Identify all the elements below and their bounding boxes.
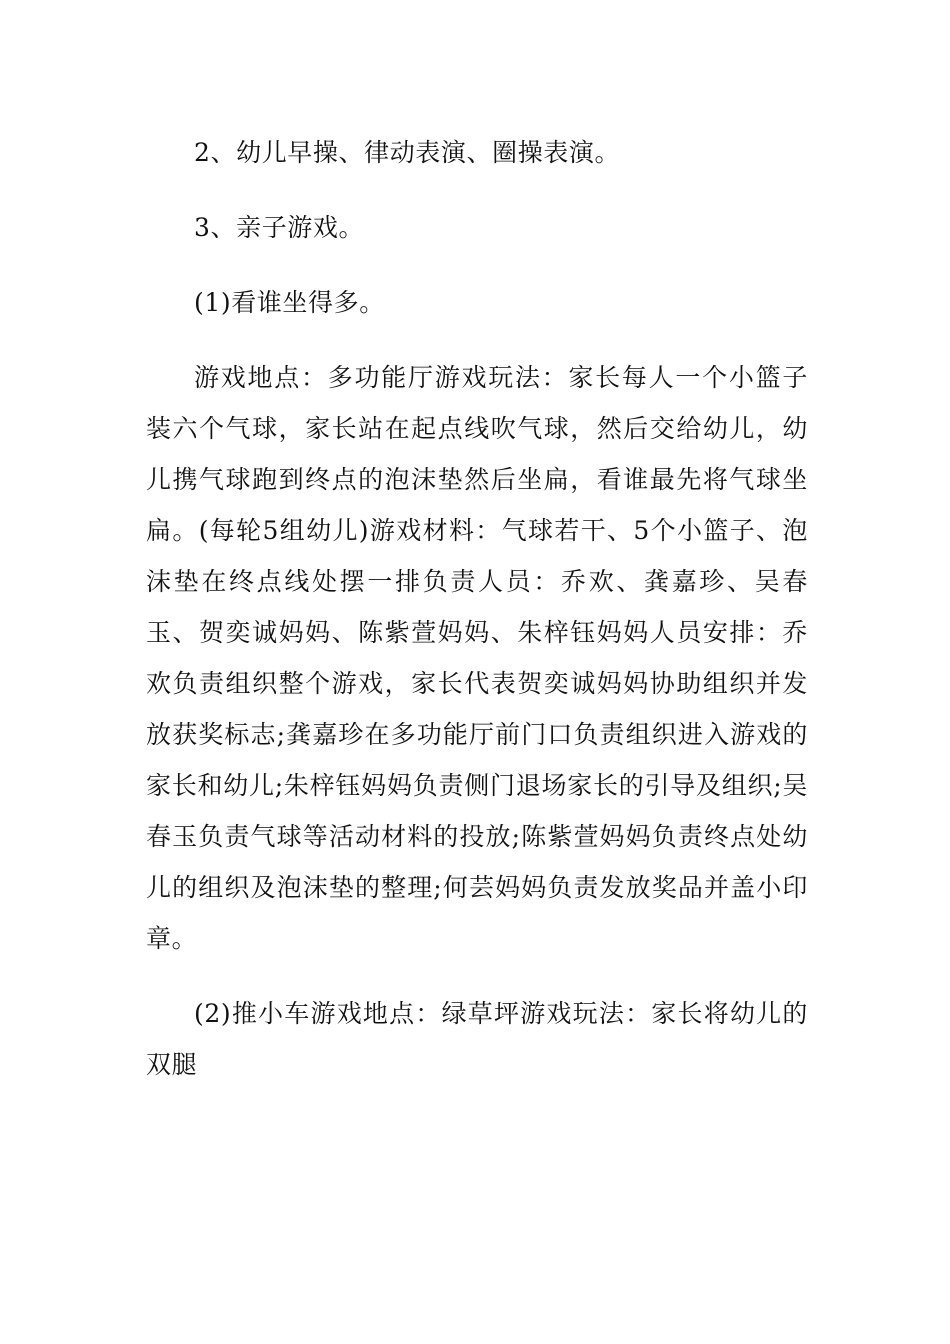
paragraph-item-2: 2、幼儿早操、律动表演、圈操表演。: [194, 138, 621, 167]
paragraph-subitem-1: (1)看谁坐得多。: [194, 288, 385, 317]
paragraph-game-details: 游戏地点：多功能厅游戏玩法：家长每人一个小篮子装六个气球，家长站在起点线吹气球，然后交给幼儿，幼儿携气球跑到终点的泡沫垫然后坐扁，看谁最先将气球坐扁。(每轮5组幼儿)游戏材料：气球若干、5个小篮子、泡沫垫在终点线处摆一排负责人员：乔欢、龚嘉珍、吴春玉、贺奕诚妈妈、陈紫萱妈妈、朱梓钰妈妈人员安排：乔欢负责组织整个游戏，家长代表贺奕诚妈妈协助组织并发放获奖标志;龚嘉珍在多功能厅前门口负责组织进入游戏的家长和幼儿;朱梓钰妈妈负责侧门退场家长的引导及组织;吴春玉负责气球等活动材料的投放;陈紫萱妈妈负责终点处幼儿的组织及泡沫垫的整理;何芸妈妈负责发放奖品并盖小印章。: [146, 363, 808, 953]
paragraph-subitem-2: (2)推小车游戏地点：绿草坪游戏玩法：家长将幼儿的双腿: [146, 999, 808, 1079]
document-body: [146, 127, 808, 1114]
paragraph-item-3: 3、亲子游戏。: [194, 213, 365, 242]
